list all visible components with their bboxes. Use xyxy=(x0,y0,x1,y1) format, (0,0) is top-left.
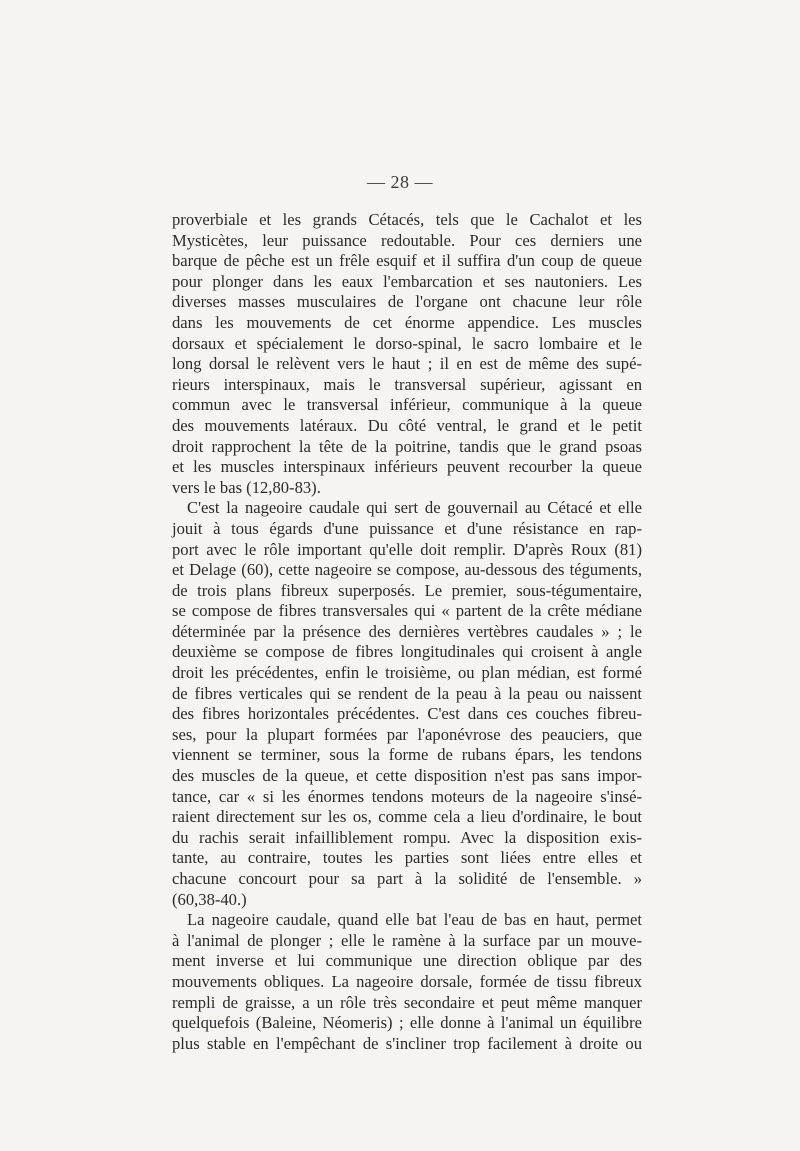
text-line: deuxième se compose de fibres longitudinales qui croisent à angle xyxy=(172,642,642,662)
text-line: (60,38-40.) xyxy=(172,889,247,909)
text-line: se compose de fibres transversales qui « partent de la crête médiane xyxy=(172,601,642,621)
text-line: commun avec le transversal inférieur, communique à la queue xyxy=(172,395,642,415)
page-number: — 28 — xyxy=(367,172,433,192)
text-line: rieurs interspinaux, mais le transversal supérieur, agissant en xyxy=(172,374,642,394)
text-line: viennent se terminer, sous la forme de rubans épars, les tendons xyxy=(172,745,642,765)
text-line: et Delage (60), cette nageoire se compose, au-dessous des téguments, xyxy=(172,560,642,580)
text-line: des mouvements latéraux. Du côté ventral, le grand et le petit xyxy=(172,415,642,435)
text-line: déterminée par la présence des dernières vertèbres caudales » ; le xyxy=(172,621,642,641)
text-line: des fibres horizontales précédentes. C'est dans ces couches fibreu- xyxy=(172,704,642,724)
text-line: droit les précédentes, enfin le troisième, ou plan médian, est formé xyxy=(172,663,642,683)
body-text xyxy=(172,210,642,1054)
paragraph xyxy=(172,210,642,498)
paragraph xyxy=(172,498,642,910)
text-line: mouvements obliques. La nageoire dorsale, formée de tissu fibreux xyxy=(172,971,642,991)
text-line: du rachis serait infailliblement rompu. Avec la disposition exis- xyxy=(172,827,642,847)
text-line: ment inverse et lui communique une direction oblique par des xyxy=(172,951,642,971)
text-line: jouit à tous égards d'une puissance et d'une résistance en rap- xyxy=(172,518,642,538)
text-line: La nageoire caudale, quand elle bat l'eau de bas en haut, permet xyxy=(187,910,642,930)
text-line: plus stable en l'empêchant de s'incliner trop facilement à droite ou xyxy=(172,1033,642,1053)
text-line: ses, pour la plupart formées par l'aponévrose des peauciers, que xyxy=(172,724,642,744)
text-line: diverses masses musculaires de l'organe ont chacune leur rôle xyxy=(172,292,642,312)
text-line: Mysticètes, leur puissance redoutable. Pour ces derniers une xyxy=(172,230,642,250)
text-line: et les muscles interspinaux inférieurs peuvent recourber la queue xyxy=(172,457,642,477)
text-line: port avec le rôle important qu'elle doit remplir. D'après Roux (81) xyxy=(172,539,642,559)
text-line: des muscles de la queue, et cette disposition n'est pas sans impor- xyxy=(172,766,642,786)
text-line: tante, au contraire, toutes les parties sont liées entre elles et xyxy=(172,848,642,868)
text-line: de fibres verticales qui se rendent de la peau à la peau ou naissent xyxy=(172,683,642,703)
text-line: à l'animal de plonger ; elle le ramène à la surface par un mouve- xyxy=(172,930,642,950)
text-line: pour plonger dans les eaux l'embarcation et ses nautoniers. Les xyxy=(172,271,642,291)
text-line: C'est la nageoire caudale qui sert de gouvernail au Cétacé et elle xyxy=(187,498,642,518)
text-line: rempli de graisse, a un rôle très secondaire et peut même manquer xyxy=(172,992,642,1012)
text-line: quelquefois (Baleine, Néomeris) ; elle donne à l'animal un équilibre xyxy=(172,1013,642,1033)
text-line: chacune concourt pour sa part à la solidité de l'ensemble. » xyxy=(172,869,642,888)
text-line: dans les mouvements de cet énorme appendice. Les muscles xyxy=(172,312,642,332)
text-line: tance, car « si les énormes tendons moteurs de la nageoire s'insé- xyxy=(172,786,642,806)
text-line: long dorsal le relèvent vers le haut ; il en est de même des supé- xyxy=(172,354,642,374)
paragraph xyxy=(172,910,642,1054)
text-line: vers le bas (12,80-83). xyxy=(172,477,321,497)
text-line: barque de pêche est un frêle esquif et il suffira d'un coup de queue xyxy=(172,251,642,271)
text-line: de trois plans fibreux superposés. Le premier, sous-tégumentaire, xyxy=(172,580,642,600)
text-line: dorsaux et spécialement le dorso-spinal, le sacro lombaire et le xyxy=(172,333,642,353)
text-line: droit rapprochent la tête de la poitrine, tandis que le grand psoas xyxy=(172,436,642,456)
text-line: raient directement sur les os, comme cela a lieu d'ordinaire, le bout xyxy=(172,807,642,827)
text-line: proverbiale et les grands Cétacés, tels que le Cachalot et les xyxy=(172,210,642,229)
